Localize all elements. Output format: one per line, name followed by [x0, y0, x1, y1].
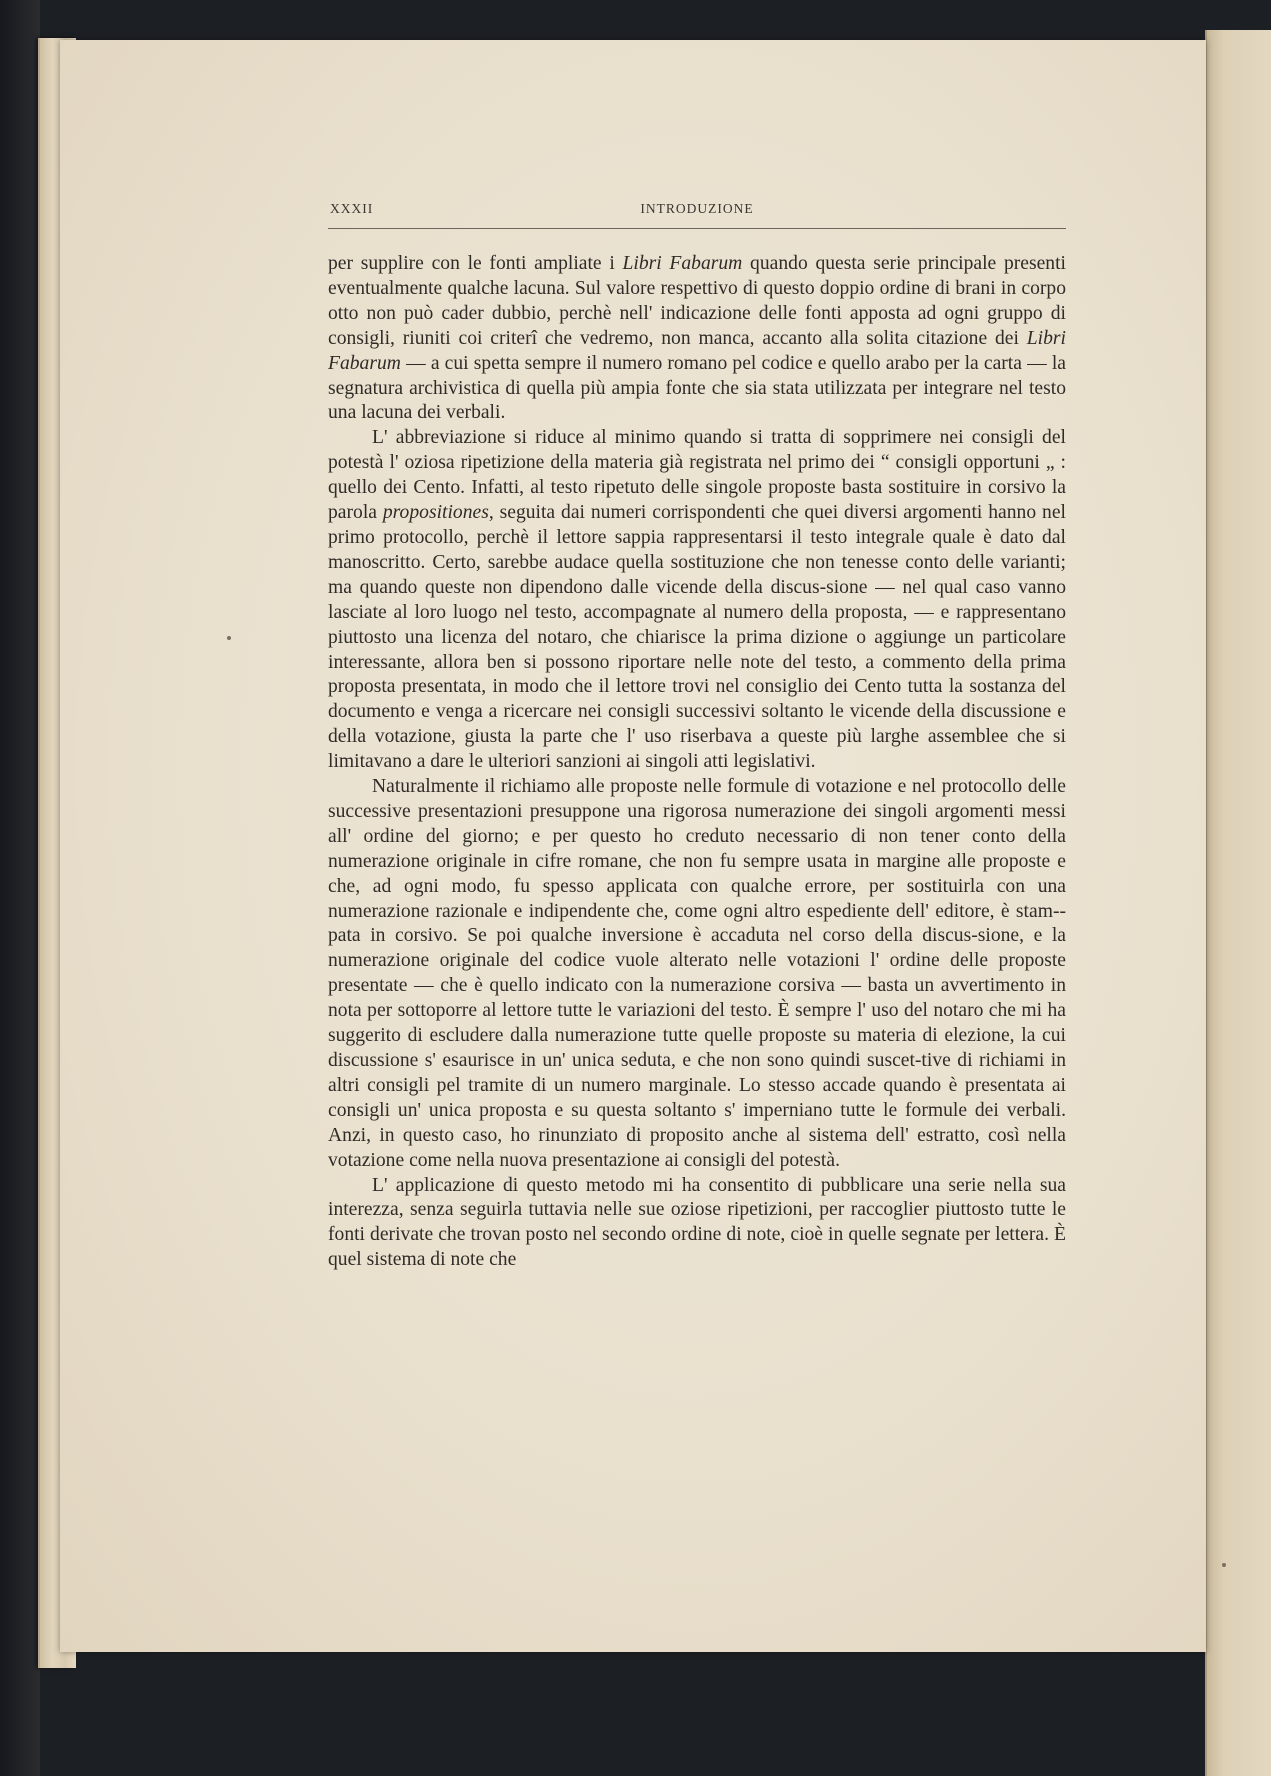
italic-term: Libri Fabarum [328, 327, 1066, 374]
paragraph-3: Naturalmente il richiamo alle proposte nelle formule di votazione e nel protocollo delle successive presentazioni presuppone una rigorosa numerazione dei singoli argomenti messi all' ordine del giorno; e per questo ho creduto necessario di non tener conto della numerazione originale in cifre romane, che non fu sempre usata in margine alle proposte e che, ad ogni modo, fu spesso applicata con qualche errore, per sostituirla con una numerazione razionale e indipendente che, come ogni altro espediente dell' editore, è stam-pata in corsivo. Se poi qualche inversione è accaduta nel corso della discus-sione, e la numerazione originale del codice vuole alterato nelle votazioni l' ordine delle proposte presentate — che è quello indicato con la numerazione corsiva — basta un avvertimento in nota per sottoporre al lettore tutte le variazioni del testo. È sempre l' uso del notaro che mi ha suggerito di escludere dalla numerazione tutte quelle proposte su materia di elezione, la cui discussione s' esaurisce in un' unica seduta, e che non sono quindi suscet-tive di richiami in altri consigli pel tramite di un numero marginale. Lo stesso accade quando è presentata ai consigli un' unica proposta e su questa soltanto s' imperniano tutte le formule dei verbali. Anzi, in questo caso, ho rinunziato di proposito anche al sistema dell' estratto, così nella votazione come nella nuova presentazione ai consigli del potestà. [328, 776, 1066, 1171]
paper-speck [1222, 1563, 1226, 1567]
paper-speck [227, 636, 231, 640]
paragraph-2: L' abbreviazione si riduce al minimo quando si tratta di sopprimere nei consigli del potestà l' oziosa ripetizione della materia già registrata nel primo dei “ consigli opportuni „ : quello dei Cento. Infatti, al testo ripetuto delle singole proposte basta sostituire in corsivo la parola propositiones, seguita dai numeri corrispondenti che quei diversi argomenti hanno nel primo protocollo, perchè il lettore sappia rappresentarsi il testo integrale quale è dato dal manoscritto. Certo, sarebbe audace quella sostituzione che non tenesse conto delle varianti; ma quando queste non dipendono dalle vicende della discus-sione — nel qual caso vanno lasciate al loro luogo nel testo, accompagnate al numero della proposta, — e rappresentano piuttosto una licenza del notaro, che chiarisce la prima dizione o aggiunge un particolare interessante, allora ben si possono riportare nelle note del testo, a commento della prima proposta presentata, in modo che il lettore trovi nel consiglio dei Cento tutta la sostanza del documento e venga a ricercare nei consigli successivi soltanto le vicende della discussione e della votazione, giusta la parte che l' uso riserbava a queste più larghe assemblee che si limitavano a dare le ulteriori sanzioni ai singoli atti legislativi. [328, 427, 1066, 773]
body-text [328, 252, 1066, 1273]
paragraph-4: L' applicazione di questo metodo mi ha consentito di pubblicare una serie nella sua interezza, senza seguirla tuttavia nelle sue oziose ripetizioni, per raccoglier piuttosto tutte le fonti derivate che trovan posto nel secondo ordine di note, cioè in quelle segnate per lettera. È quel sistema di note che [328, 1174, 1066, 1271]
running-title: INTRODUZIONE [640, 201, 754, 216]
italic-term: propositiones [382, 502, 489, 524]
italic-term: Libri Fabarum [622, 253, 743, 274]
scan-backdrop [0, 0, 40, 1776]
facing-page-edge [1205, 30, 1271, 1776]
page-number: XXXII [330, 201, 374, 216]
running-head [328, 198, 1066, 220]
header-rule [328, 228, 1066, 229]
paragraph-1: per supplire con le fonti ampliate i Libri Fabarum quando questa serie principale presenti eventualmente qualche lacuna. Sul valore respettivo di questo doppio ordine di brani in corpo otto non può cader dubbio, perchè nell' indicazione delle fonti apposta ad ogni gruppo di consigli, riuniti coi criterî che vedremo, non manca, accanto alla solita citazione dei Libri Fabarum — a cui spetta sempre il numero romano pel codice e quello arabo per la carta — la segnatura archivistica di quella più ampia fonte che sia stata utilizzata per integrare nel testo una lacuna dei verbali. [328, 253, 1066, 424]
